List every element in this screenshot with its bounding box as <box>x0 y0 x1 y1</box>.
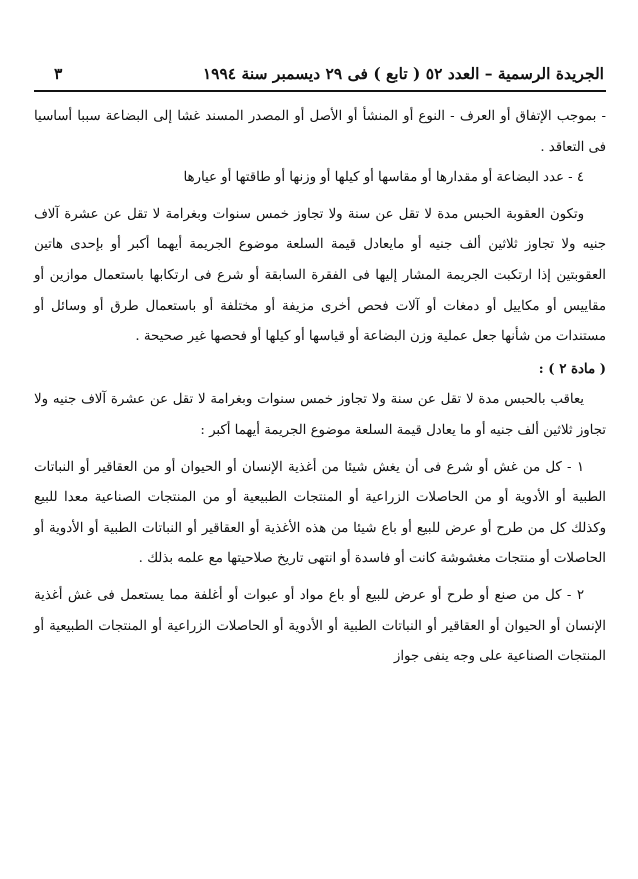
gazette-page <box>34 62 606 673</box>
article-2-item-1: ١ - كل من غش أو شرع فى أن يغش شيئا من أغذية الإنسان أو الحيوان أو من العقاقير أو النباتات الطبية أو الأدوية أو من الحاصلات الزراعية أو المنتجات الطبيعية أو من المنتجات الصناعية معدا للبيع وكذلك كل من طرح أو عرض للبيع أو باع شيئا من هذه الأغذية أو العقاقير أو النباتات الطبية أو الأدوية أو الحاصلات أو منتجات مغشوشة كانت أو فاسدة أو انتهى تاريخ صلاحيتها مع علمه بذلك . <box>34 459 606 567</box>
page-number: ٣ <box>54 64 63 83</box>
article-2-item-2: ٢ - كل من صنع أو طرح أو عرض للبيع أو باع مواد أو عبوات أو أغلفة مما يستعمل فى غش أغذية الإنسان أو الحيوان أو العقاقير أو النباتات الطبية أو الأدوية أو الحاصلات الزراعية أو المنتجات الطبيعية أو المنتجات الصناعية على وجه ينفى جواز <box>34 587 606 665</box>
paragraph-penalty: وتكون العقوبة الحبس مدة لا تقل عن سنة ولا تجاوز خمس سنوات وبغرامة لا تقل عن عشرة آلاف جنيه ولا تجاوز ثلاثين ألف جنيه أو مايعادل قيمة السلعة موضوع الجريمة أيهما أكبر أو بإحدى هاتين العقوبتين إذا ارتكبت الجريمة المشار إليها فى الفقرة السابقة أو شرع فى ارتكابها باستعمال موازين أو مقاييس أو مكاييل أو دمغات أو آلات فحص أخرى مزيفة أو مختلفة أو باستعمال طرق أو وسائل أو مستندات من شأنها جعل عملية وزن البضاعة أو قياسها أو كيلها أو فحصها غير صحيحة . <box>34 206 606 345</box>
article-2-intro: يعاقب بالحبس مدة لا تقل عن سنة ولا تجاوز خمس سنوات وبغرامة لا تقل عن عشرة آلاف جنيه ولا تجاوز ثلاثين ألف جنيه أو ما يعادل قيمة السلعة موضوع الجريمة أيهما أكبر : <box>34 392 606 438</box>
paragraph-item-4: ٤ - عدد البضاعة أو مقدارها أو مقاسها أو كيلها أو وزنها أو طاقتها أو عيارها <box>183 170 584 186</box>
document-body <box>34 102 606 673</box>
paragraph-continuation: - بموجب الإتفاق أو العرف - النوع أو المنشأ أو الأصل أو المصدر المسند غشا إلى البضاعة سببا أساسيا فى التعاقد . <box>34 109 606 155</box>
article-2-heading: ( مادة ٢ ) : <box>538 361 606 377</box>
header-title: الجريدة الرسمية – العدد ٥٢ ( تابع ) فى ٢٩ ديسمبر سنة ١٩٩٤ <box>202 64 604 83</box>
page-header <box>34 62 606 92</box>
